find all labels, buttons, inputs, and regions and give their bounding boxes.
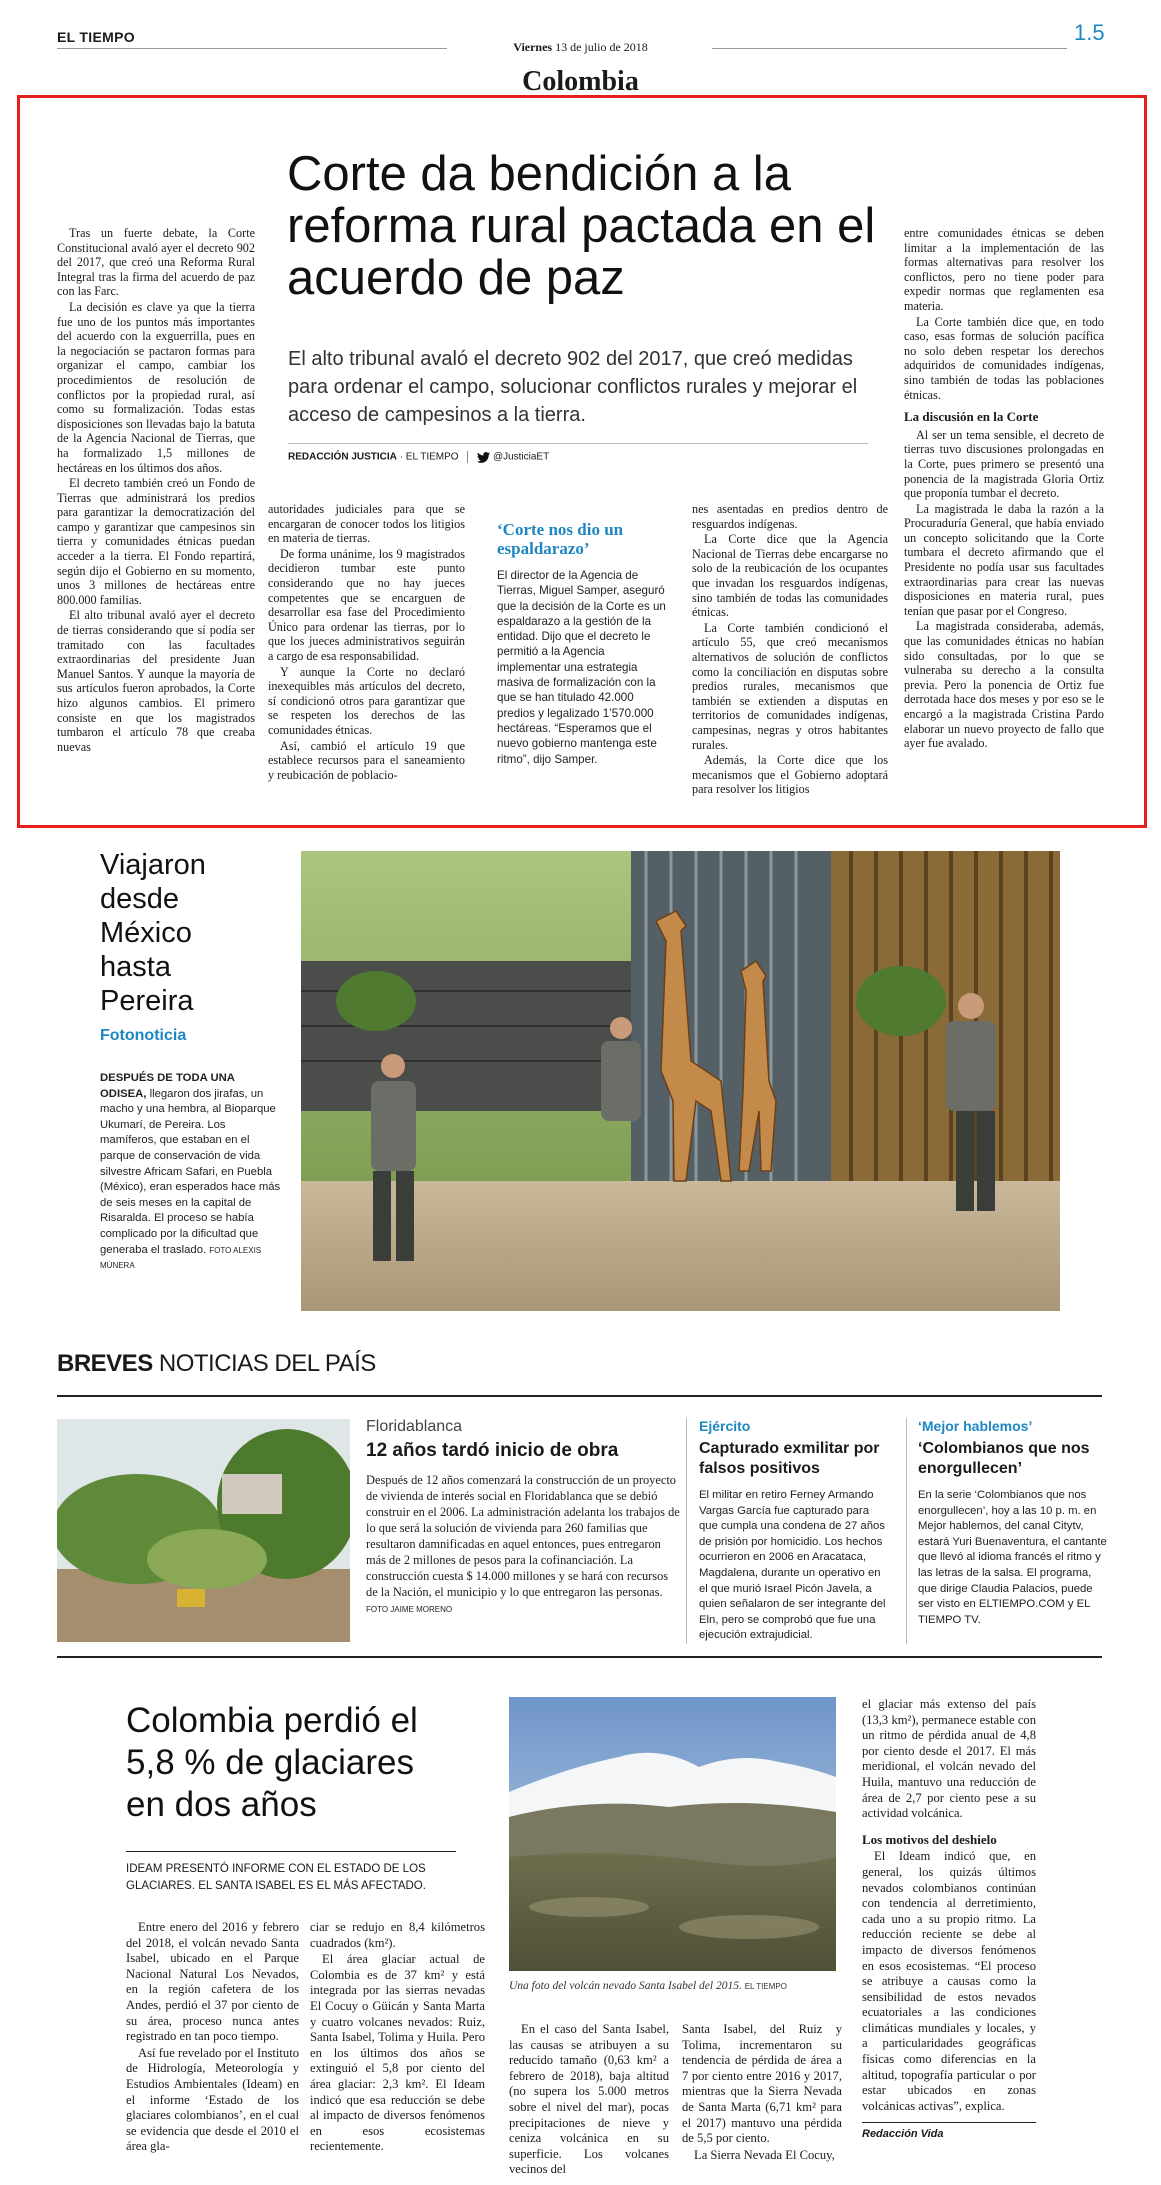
lead-column-1 [57,226,255,754]
glacier-paragraph: En el caso del Santa Isabel, las causas se atribuyen a su reducido tamaño (0,63 km² a febrero de 2018), baja altitud (no supera los 5.000 metros sobre el nivel del mar), pocas precipitaciones de nieve y ceniza volcánica en su superficie. Los volcanes vecinos del [509,2022,669,2177]
lead-paragraph: Al ser un tema sensible, el decreto de tierras tuvo discusiones prolongadas en la Corte, pues primero se presentó una ponencia de la magistrada Gloria Ortiz que proponía tumbar el decreto. [904,427,1104,501]
breves-bold: BREVES [57,1350,153,1377]
glacier-paragraph: La Sierra Nevada El Cocuy, [694,2147,835,2162]
lead-paragraph: Además, la Corte dice que los mecanismos que el Gobierno adoptará para resolver los litigios [692,753,888,797]
lead-headline: Corte da bendición a la reforma rural pactada en el acuerdo de paz [287,147,876,305]
glacier-headline: Colombia perdió el 5,8 % de glaciares en dos años [126,1701,418,1824]
lead-paragraph: El alto tribunal avaló ayer el decreto de tierras considerando que sí podía ser tramitado con las facultades extraordinarias del presidente Juan Manuel Santos. Y aunque la mayoría de sus artículos fueron aprobados, la Corte hizo algunos cambios. El primero consiste en que los magistrados tumbaron el artículo 78 que creaba nuevas [57,608,255,754]
breve-title: ‘Colombianos que nos enorgullecen’ [918,1440,1090,1477]
lead-subheading: La discusión en la Corte [904,409,1039,425]
byline-separator [467,451,468,463]
glacier-signature: Redacción Vida [862,2128,944,2141]
breve-mejor-hablemos [918,1418,1108,1628]
byline-outlet: · EL TIEMPO [399,451,459,463]
breves-light: NOTICIAS DEL PAÍS [158,1350,376,1377]
breve-divider [906,1418,907,1644]
signature-rule [862,2122,1036,2123]
breve-text: En la serie ‘Colombianos que nos enorgullecen’, hoy a las 10 p. m. en Mejor hablemos, del canal Citytv, estará Yuri Buenaventura, el cantante que llevó al idioma francés el ritmo y las letras de la salsa. El programa, que dirige Claudia Palacios, puede ser visto en ELTIEMPO.COM y EL TIEMPO TV. [918,1489,1107,1626]
lead-paragraph: La Corte también dice que, en todo caso, esas formas de solución pacífica no solo deben respetar los derechos adquiridos de comunidades indígenas, sino también de todas las poblaciones étnicas. [904,314,1104,402]
lead-paragraph: entre comunidades étnicas se deben limitar a la implementación de las formas alternativas para resolver los conflictos, pero no tiene poder para expedir normas que reglamenten esa materia. [904,226,1104,313]
lead-paragraph: Así, cambió el artículo 19 que establece recursos para el saneamiento y reubicación de poblacio- [268,738,465,782]
glacier-paragraph: Así fue revelado por el Instituto de Hidrología, Meteorología y Estudios Ambientales (Ideam) en el informe ‘Estado de los glaciares colombianos’, en el cual se evidencia que desde el 2010 el área gla- [126,2045,299,2154]
date-rest: 13 de julio de 2018 [555,40,648,54]
glacier-paragraph: el glaciar más extenso del país (13,3 km²), permanece estable con un ritmo de pérdida anual de 4,8 por ciento desde el 2017. El más meridional, el volcán nevado del Huila, mantuvo una reducción de área de 2,7 por ciento pese a su actividad volcánica. [862,1697,1036,1821]
lead-paragraph: Tras un fuerte debate, la Corte Constitucional avaló ayer el decreto 902 del 2017, que creó una Reforma Rural Integral tras la firma del acuerdo de paz con las Farc. [57,226,255,299]
sidebar-text: El director de la Agencia de Tierras, Miguel Samper, aseguró que la decisión de la Corte es un espaldarazo a la gestión de la entidad. Dijo que el decreto le permitió a la Agencia implementar una estrategia masiva de formalización con la que se han titulado 42.000 predios y legalizado 1’570.000 hectáreas. “Esperamos que el nuevo gobierno mantenga este ritmo”, dijo Samper. [497,569,666,766]
lead-paragraph: La Corte también condicionó el artículo 55, que creó mecanismos alternativos de solución de conflictos como la conciliación en disputas sobre predios rurales, mecanismos que también se extienden a disputas en territorios de comunidades indígenas, campesinas, negras y otros habitantes rurales. [692,620,888,752]
lead-paragraph: De forma unánime, los 9 magistrados decidieron tumbar este punto considerando que no hay jueces competentes que se encarguen de desarrollar esa fase del Procedimiento Único para ordenar las tierras, por lo que los jueces administrativos seguirán a cargo de esa responsabilidad. [268,546,465,663]
breves-rule [57,1395,1102,1397]
glacier-paragraph: Santa Isabel, del Ruiz y Tolima, incrementaron su tendencia de pérdida de área a 7 por ciento entre 2016 y 2017, mientras que la Sierra Nevada de Santa Marta (6,71 km² para el 2017) mantuvo una pérdida de 5,5 por ciento. [682,2022,842,2146]
photo-story-text [100,1071,282,1274]
page-number: 1.5 [1074,20,1105,45]
byline-desk: REDACCIÓN JUSTICIA [288,451,397,463]
lead-paragraph: autoridades judiciales para que se encargaran de conocer todos los litigios en materia de tierras. [268,502,465,546]
photo-credit: EL TIEMPO [744,1982,787,1991]
breve-title: 12 años tardó inicio de obra [366,1440,619,1461]
breve-text [366,1472,680,1618]
lead-byline [288,451,549,463]
photo-credit: FOTO ALEXIS MÚNERA [100,1245,262,1271]
lead-paragraph: El decreto también creó un Fondo de Tierras que administrará los predios para garantizar la democratización del campo y garantizar que campesinos sin tierra y comunidades étnicas puedan acceder a la tierra. El Fondo repartirá, según dijo el Gobierno en su momento, unos 3 millones de hectáreas entre 800.000 familias. [57,476,255,607]
photo-credit: FOTO JAIME MORENO [366,1605,453,1614]
breve-text: El militar en retiro Ferney Armando Vargas García fue capturado para que cumpla una condena de 27 años de prisión por homicidio. Los hechos ocurrieron en 2006 en Aracataca, Magdalena, durante un operativo en el que murió Israel Picón Javela, a quien señalaron de ser integrante del Eln, pero se comprobó que fue una ejecución extrajudicial. [699,1489,886,1642]
glacier-paragraph: Entre enero del 2016 y febrero del 2018, el volcán nevado Santa Isabel, ubicado en el Parque Nacional Natural Los Nevados, en la región cafetera de los Andes, perdió el 37 por ciento de su área, proceso nunca antes registrado en tan poco tiempo. [126,1920,299,2044]
glacier-column-2 [310,1920,485,2155]
glacier-column-5 [862,1697,1036,2143]
byline-rule [288,443,868,444]
lead-column-4 [692,502,888,797]
photo-story-body: llegaron dos jirafas, un macho y una hembra, al Bioparque Ukumarí, de Pereira. Los mamíferos, que estaban en el parque de conservación de vida silvestre Africam Safari, en Puebla (México), eran esperados hace más de seis meses en la capital de Risaralda. El proceso se había complicado por la dificultad que generaba el traslado. [100,1087,281,1256]
lead-paragraph: nes asentadas en predios dentro de resguardos indígenas. [692,502,888,531]
glacier-column-1 [126,1920,299,2155]
photo-story-lead: DESPUÉS DE TODA UNA ODISEA, [100,1072,235,1100]
glacier-column-3 [509,2022,669,2178]
glacier-deck-rule [126,1851,456,1852]
breve-ejercito [699,1418,889,1644]
breve-title: Capturado exmilitar por falsos positivos [699,1440,880,1477]
lead-paragraph: Y aunque la Corte no declaró inexequibles más artículos del decreto, sí condicionó otros para garantizar que se respeten los derechos de las comunidades étnicas. [268,664,465,737]
breve-kicker: Ejército [699,1418,751,1434]
glacier-subheading: Los motivos del deshielo [862,1831,997,1847]
lead-paragraph: La Corte dice que la Agencia Nacional de Tierras debe encargarse no solo de la reubicación de los ocupantes que invadan los resguardos indígenas, sino también de todas las comunidades étnicas. [692,532,888,620]
photo-story-kicker: Fotonoticia [100,1027,187,1044]
volcano-caption [509,1980,836,1992]
breve-divider [686,1418,687,1644]
glacier-column-4 [682,2022,842,2163]
lead-paragraph: La magistrada consideraba, además, que las comunidades étnicas no habían sido consultadas, por lo que se vulneraba su derecho a la consulta previa. Pero la ponencia de Ortiz fue derrotada hace dos meses y por eso se le encargó a la magistrada Cristina Pardo elaborar un nuevo proyecto de fallo que ayer fue avalado. [904,619,1104,751]
volcano-photo [509,1697,836,1971]
glacier-paragraph: El área glaciar actual de Colombia es de 37 km² y está integrada por las sierras nevadas El Cocuy o Güicán y Santa Marta y cuatro volcanes nevados: Ruiz, Santa Isabel, Tolima y Huila. Pero en los últimos dos años se extinguió el 5,8 por ciento del área glaciar: 2,3 km². El Ideam indicó que esa reducción se debe al impacto de diversos fenómenos en esos ecosistemas recientemente. [310,1952,485,2154]
caption-text: Una foto del volcán nevado Santa Isabel del 2015. [509,1980,742,1992]
paper-name: EL TIEMPO [57,29,135,45]
lead-column-5 [904,226,1104,751]
masthead-rule-right [712,48,1067,49]
photo-story-headline: Viajaron desde México hasta Pereira [100,849,206,1017]
glacier-deck: IDEAM PRESENTÓ INFORME CON EL ESTADO DE LOS GLACIARES. EL SANTA ISABEL ES EL MÁS AFECTADO. [126,1863,426,1892]
glacier-paragraph: El Ideam indicó que, en general, los quizás últimos nevados colombianos continúan con tendencia al derretimiento, cada uno a su propio ritmo. La reducción reciente se debe al impacto de diversos fenómenos en esos ecosistemas. “El proceso se atribuye a causas como la sensibilidad de estos nevados ecuatoriales a las condiciones climáticas mundiales y locales, y a particularidades geográficas físicas como diferencias en la altitud, topografía particular o por estar ubicados en zonas volcánicas activas”, explica. [862,1849,1036,2113]
breves-bottom-rule [57,1656,1102,1658]
lead-subhead: El alto tribunal avaló el decreto 902 del 2017, que creó medidas para ordenar el campo, solucionar conflictos rurales y mejorar el acceso de campesinos a la tierra. [288,348,858,426]
lead-paragraph: La magistrada le daba la razón a la Procuraduría General, que había enviado un concepto solicitando que la Corte tumbara el decreto afirmando que el Presidente no podía usar sus facultades extraordinarias para crear las nuevas disposiciones en materia rural, pues tenían que pasar por el Congreso. [904,501,1104,618]
sidebar-title: ‘Corte nos dio un espaldarazo’ [497,520,624,558]
lead-paragraph: La decisión es clave ya que la tierra fue uno de los puntos más importantes del acuerdo con la exguerrilla, pues en la negociación se pactaron formas para organizar el campo, cambiar los procedimientos de resolución de conflictos por la propiedad rural, así como su formalización. Todas estas disposiciones son llevadas bajo la batuta de la Agencia Nacional de Tierras, que ha formalizado 1,5 millones de hectáreas en los últimos dos años. [57,299,255,475]
section-title: Colombia [522,66,639,97]
twitter-handle[interactable]: @JusticiaET [492,451,550,463]
breve-body: Después de 12 años comenzará la construcción de un proyecto de vivienda de interés social en Floridablanca que se debió construir en el 2006. La administración adelanta los trabajos de lo que será la solución de vivienda para 260 familias que resultaron damnificadas en aquel entonces, pues entregaron más de 2 millones de pesos para la cofinanciación. La construcción cuesta $ 14.000 millones y se hará con recursos de la Nación, el municipio y lo que entregaron las personas. [366,1473,680,1599]
breve-kicker: ‘Mejor hablemos’ [918,1418,1033,1434]
twitter-icon [477,452,490,463]
floridablanca-photo [57,1419,350,1642]
breve-kicker: Floridablanca [366,1418,463,1435]
sidebar-quote [497,520,667,767]
breves-label [57,1350,376,1378]
glacier-paragraph: ciar se redujo en 8,4 kilómetros cuadrados (km²). [310,1920,485,1950]
giraffe-photo [301,851,1060,1311]
lead-column-2 [268,502,465,782]
date-day: Viernes [513,40,553,54]
breve-floridablanca [366,1418,680,1618]
